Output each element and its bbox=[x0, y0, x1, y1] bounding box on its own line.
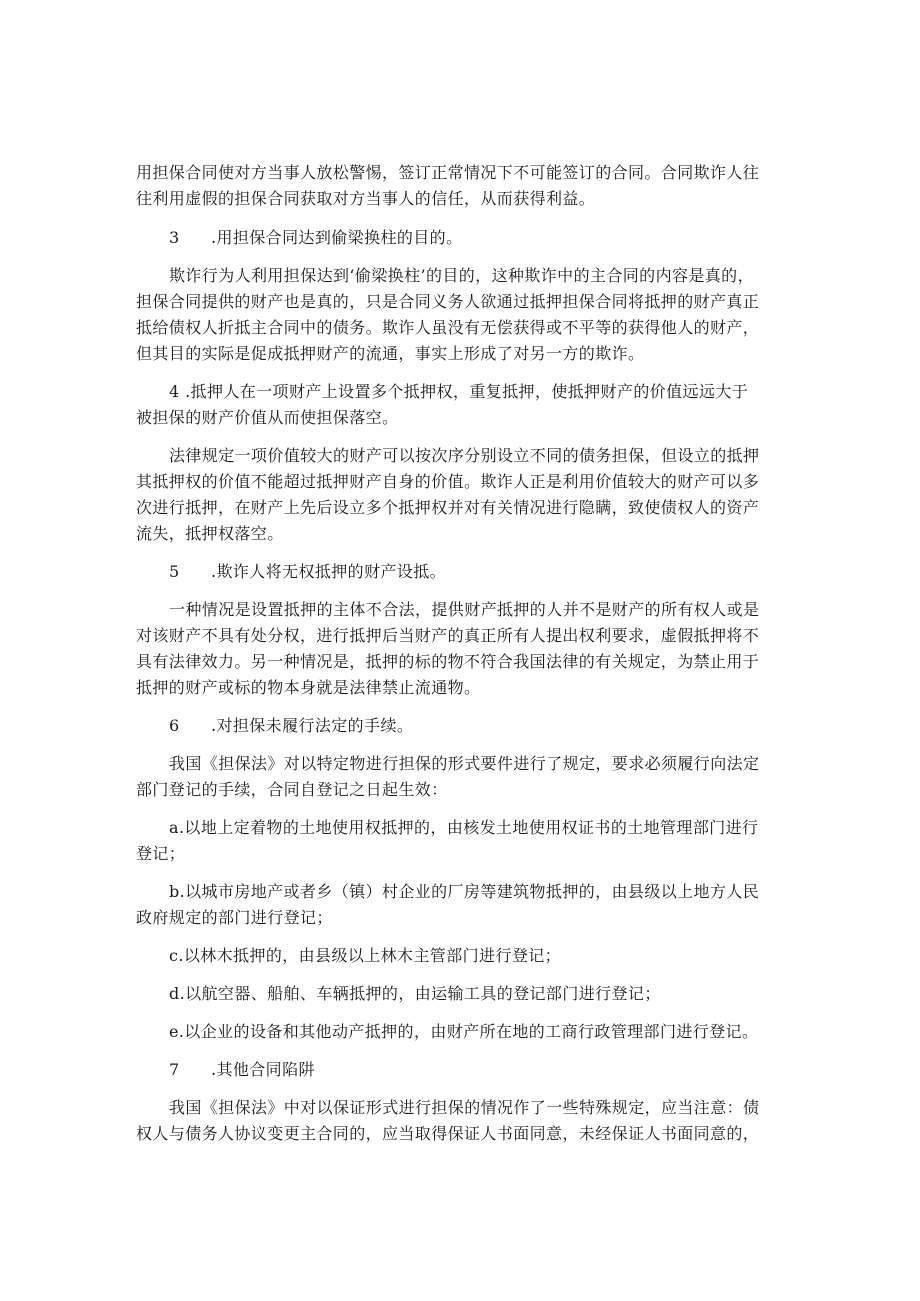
paragraph-line: 法律规定一项价值较大的财产可以按次序分别设立不同的债务担保，但设立的抵押 bbox=[169, 446, 760, 465]
paragraph-line: 具有法律效力。另一种情况是，抵押的标的物不符合我国法律的有关规定，为禁止用于 bbox=[136, 652, 760, 671]
list-item-b: b.以城市房地产或者乡（镇）村企业的厂房等建筑物抵押的，由县级以上地方人民 bbox=[169, 882, 760, 901]
paragraph-line: 用担保合同使对方当事人放松警惕，签订正常情况下不可能签订的合同。合同欺诈人往 bbox=[136, 163, 760, 182]
section-title: .其他合同陷阱 bbox=[211, 1060, 315, 1079]
paragraph-line: 部门登记的手续，合同自登记之日起生效： bbox=[136, 780, 448, 799]
section-number: 7 bbox=[169, 1060, 180, 1079]
paragraph-line: 担保合同提供的财产也是真的，只是合同义务人欲通过抵押担保合同将抵押的财产真正 bbox=[136, 292, 760, 311]
list-item-a: a.以地上定着物的土地使用权抵押的，由核发土地使用权证书的土地管理部门进行 bbox=[169, 818, 759, 837]
section-heading-3 bbox=[0, 227, 920, 249]
section-number: 6 bbox=[169, 716, 180, 735]
paragraph-line: 欺诈行为人利用担保达到‘偷梁换柱’的目的，这种欺诈中的主合同的内容是真的， bbox=[169, 266, 754, 285]
section-title: .对担保未履行法定的手续。 bbox=[211, 716, 414, 735]
section-number: 3 bbox=[169, 228, 180, 247]
section-heading-5 bbox=[0, 561, 920, 583]
paragraph-line: 但其目的实际是促成抵押财产的流通，事实上形成了对另一方的欺诈。 bbox=[136, 344, 645, 363]
paragraph-line: 被担保的财产价值从而使担保落空。 bbox=[136, 408, 399, 427]
paragraph-line: 我国《担保法》中对以保证形式进行担保的情况作了一些特殊规定，应当注意：债 bbox=[169, 1098, 760, 1117]
section-heading-4: 4 .抵押人在一项财产上设置多个抵押权，重复抵押，使抵押财产的价值远远大于 bbox=[169, 382, 749, 401]
paragraph-line: 次进行抵押，在财产上先后设立多个抵押权并对有关情况进行隐瞒，致使债权人的资产 bbox=[136, 498, 760, 517]
paragraph-line: 权人与债务人协议变更主合同的，应当取得保证人书面同意，未经保证人书面同意的， bbox=[136, 1124, 760, 1143]
section-title: .欺诈人将无权抵押的财产设抵。 bbox=[211, 562, 447, 581]
paragraph-line: 流失，抵押权落空。 bbox=[136, 524, 284, 543]
list-item-e: e.以企业的设备和其他动产抵押的，由财产所在地的工商行政管理部门进行登记。 bbox=[169, 1022, 759, 1041]
paragraph-line: 抵押的财产或标的物本身就是法律禁止流通物。 bbox=[136, 678, 481, 697]
section-title: .用担保合同达到偷梁换柱的目的。 bbox=[211, 228, 463, 247]
section-heading-6 bbox=[0, 715, 920, 737]
list-item-d: d.以航空器、船舶、车辆抵押的，由运输工具的登记部门进行登记； bbox=[169, 984, 661, 1003]
paragraph-line: 一种情况是设置抵押的主体不合法，提供财产抵押的人并不是财产的所有权人或是 bbox=[169, 600, 760, 619]
section-heading-7 bbox=[0, 1059, 920, 1081]
list-item-a-continued: 登记； bbox=[136, 844, 186, 863]
paragraph-line: 往利用虚假的担保合同获取对方当事人的信任，从而获得利益。 bbox=[136, 189, 596, 208]
list-item-c: c.以林木抵押的，由县级以上林木主管部门进行登记； bbox=[169, 946, 562, 965]
list-item-b-continued: 政府规定的部门进行登记； bbox=[136, 908, 333, 927]
section-number: 5 bbox=[169, 562, 180, 581]
paragraph-line: 抵给债权人折抵主合同中的债务。欺诈人虽没有无偿获得或不平等的获得他人的财产， bbox=[136, 318, 760, 337]
paragraph-line: 对该财产不具有处分权，进行抵押后当财产的真正所有人提出权利要求，虚假抵押将不 bbox=[136, 626, 760, 645]
paragraph-line: 我国《担保法》对以特定物进行担保的形式要件进行了规定，要求必须履行向法定 bbox=[169, 754, 760, 773]
paragraph-line: 其抵押权的价值不能超过抵押财产自身的价值。欺诈人正是利用价值较大的财产可以多 bbox=[136, 472, 760, 491]
